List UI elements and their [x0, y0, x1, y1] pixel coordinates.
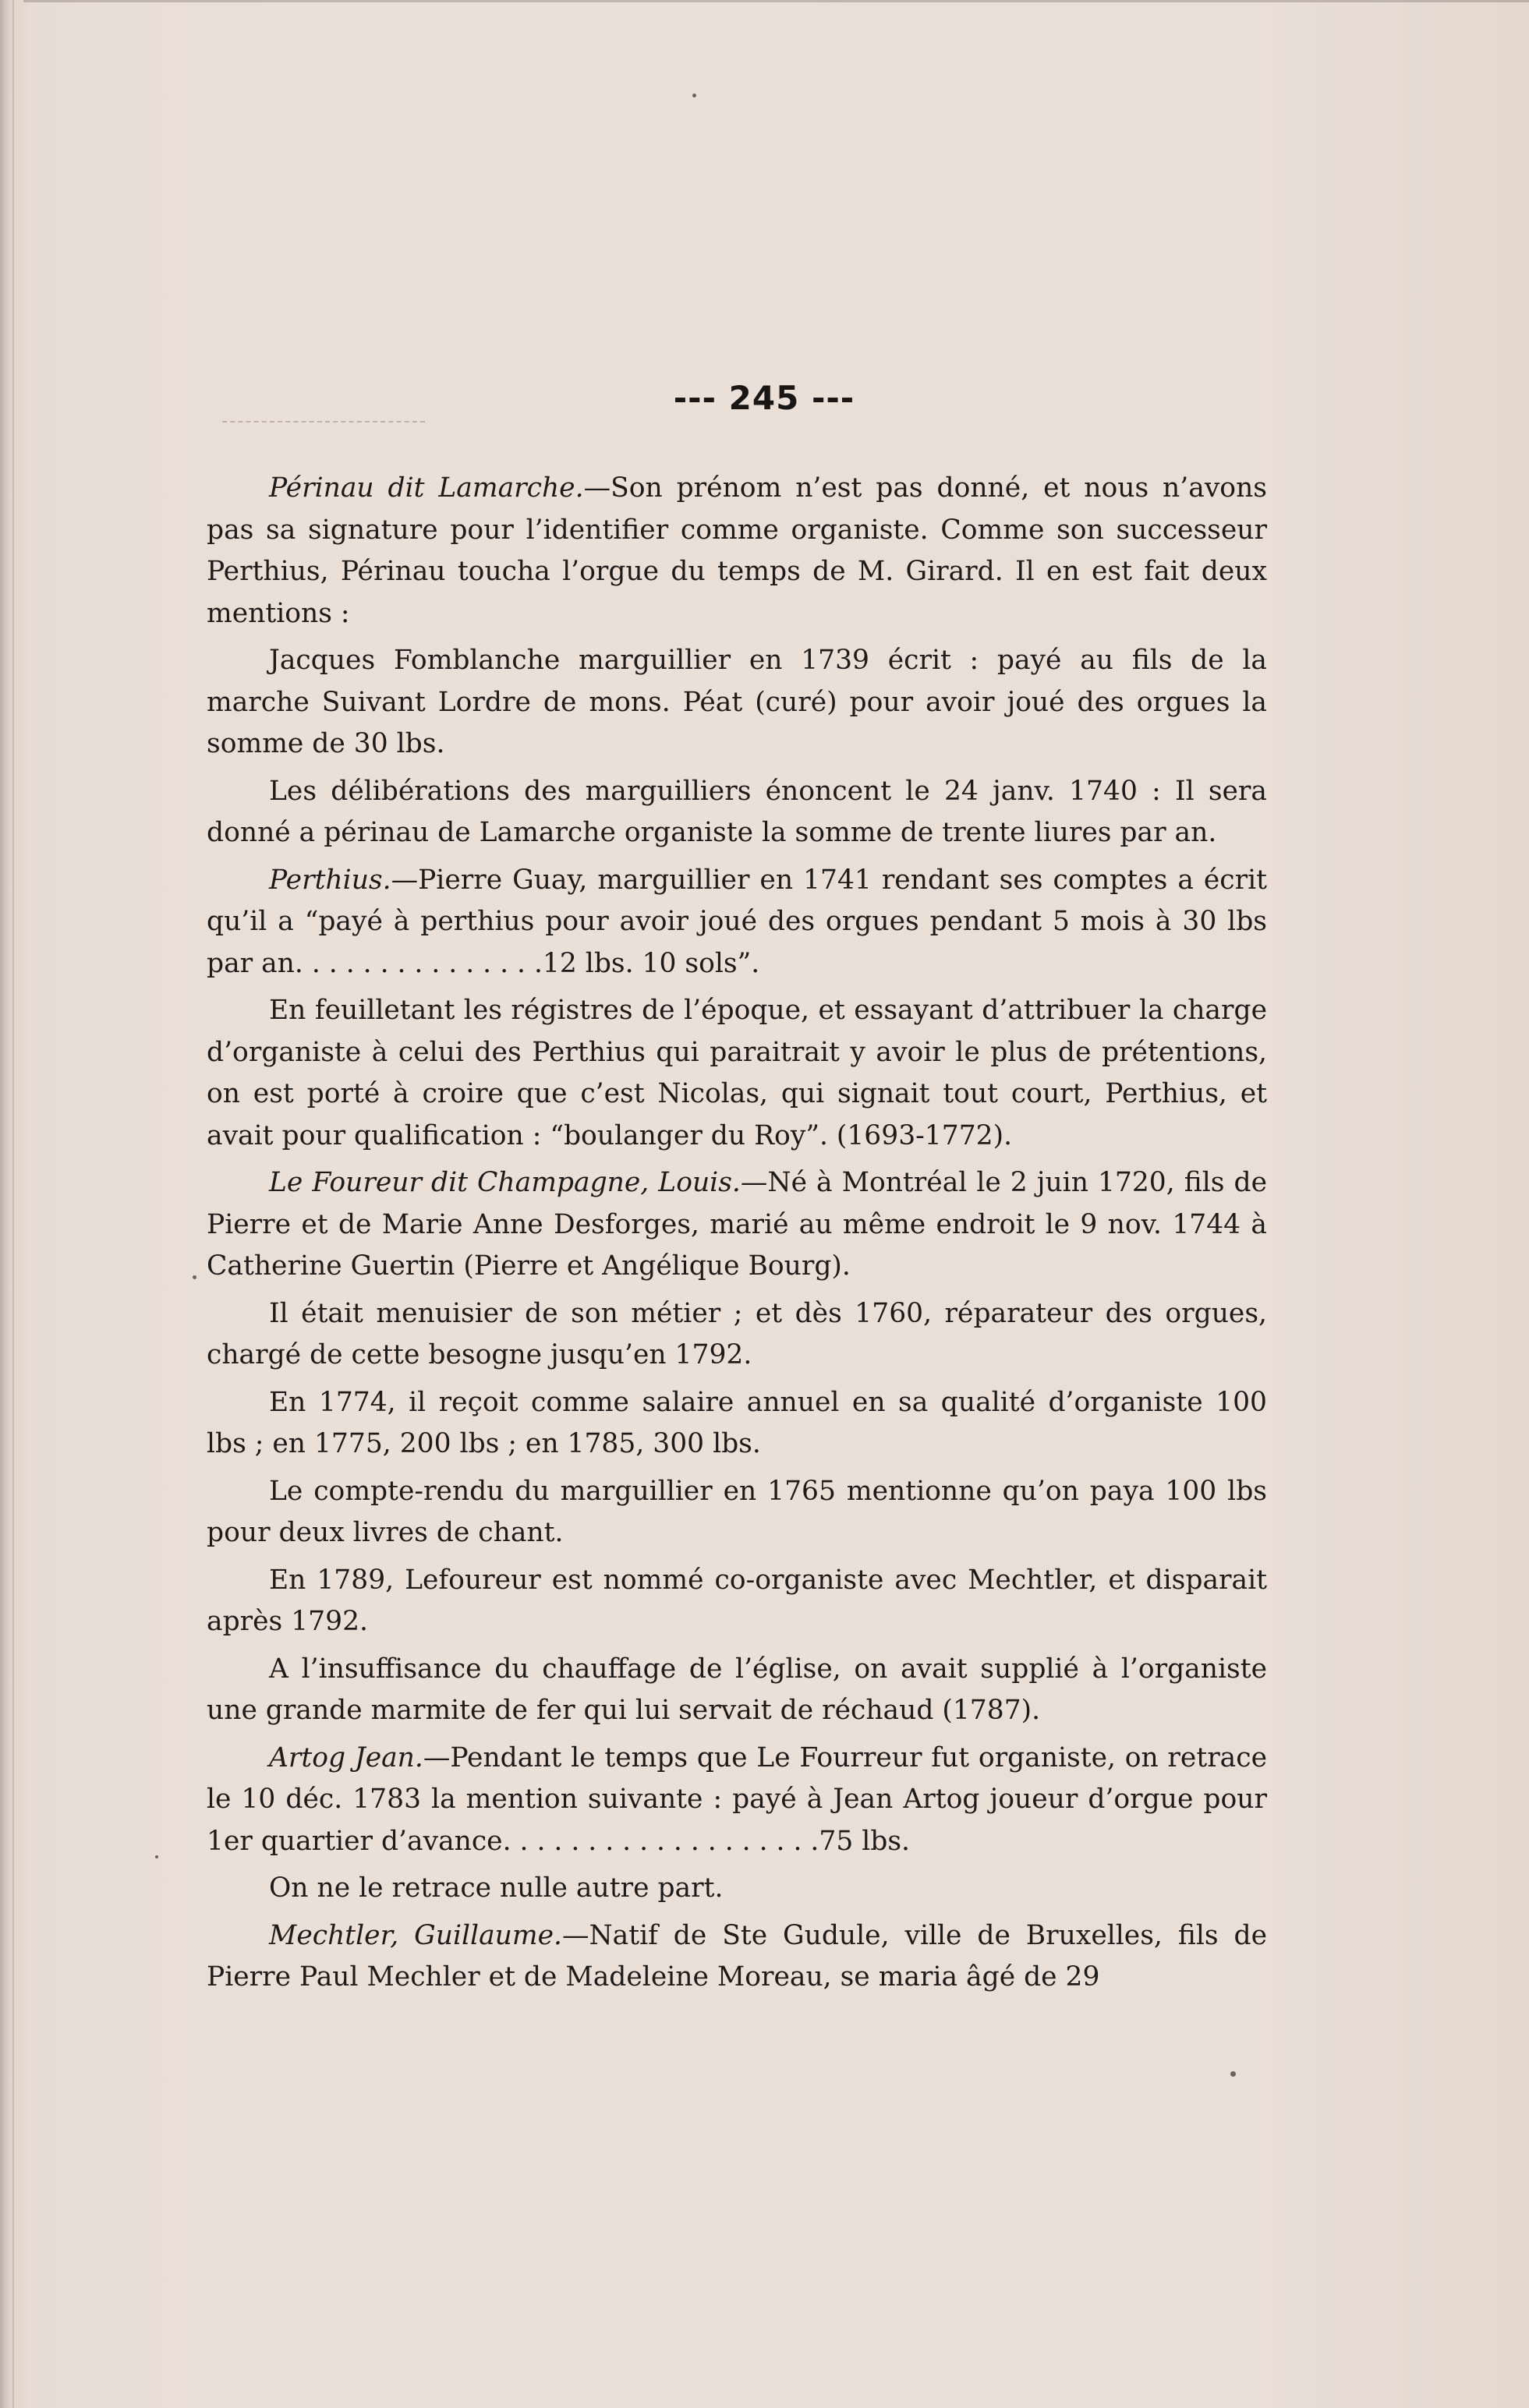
scan-speck	[692, 94, 696, 97]
paragraph	[207, 1162, 1267, 1288]
paragraph-lead: Mechtler, Guillaume.	[269, 1919, 562, 1951]
body-text	[207, 468, 1267, 2004]
paragraph	[207, 640, 1267, 766]
page-left-edge	[0, 0, 11, 2408]
paragraph	[207, 860, 1267, 985]
paragraph-body: En 1774, il reçoit comme salaire annuel en sa qualité d’organiste 100 lbs ; en 1775, 200 lbs ; en 1785, 300 lbs.	[207, 1386, 1267, 1459]
paragraph-lead: Périnau dit Lamarche.	[269, 472, 584, 504]
paragraph-lead: Le Foureur dit Champagne, Louis.	[269, 1167, 741, 1198]
paragraph-body: A l’insuffisance du chauffage de l’église, on avait supplié à l’organiste une grande marmite de fer qui lui servait de réchaud (1787).	[207, 1653, 1267, 1726]
paragraph-lead: Artog Jean.	[269, 1741, 423, 1773]
scan-speck	[193, 1275, 196, 1279]
paragraph	[207, 1471, 1267, 1554]
paragraph-body: —Né à Montréal le 2 juin 1720, fils de Pierre et de Marie Anne Desforges, marié au même endroit le 9 nov. 1744 à Catherine Guertin (Pierre et Angélique Bourg).	[207, 1167, 1268, 1282]
paragraph-lead: Perthius.	[269, 864, 391, 896]
paragraph	[207, 1560, 1267, 1643]
paragraph-body: —Natif de Ste Gudule, ville de Bruxelles, fils de Pierre Paul Mechler et de Madeleine Moreau, se maria âgé de 29	[207, 1919, 1267, 1993]
paragraph	[207, 1868, 1267, 1910]
paragraph	[207, 1915, 1267, 1999]
paragraph	[207, 1738, 1267, 1863]
paragraph	[207, 1649, 1267, 1732]
paragraph	[207, 1382, 1267, 1466]
binding-rule	[12, 0, 14, 2408]
paragraph-body: On ne le retrace nulle autre part.	[269, 1872, 724, 1904]
paragraph-body: —Pierre Guay, marguillier en 1741 rendant ses comptes a écrit qu’il a “payé à perthius pour avoir joué des orgues pendant 5 mois à 30 lbs par an. . . . . . . . . . . . . . .12 lbs. 10 sols”.	[207, 864, 1267, 979]
top-edge-rule	[23, 0, 1529, 2]
paragraph-body: —Pendant le temps que Le Fourreur fut organiste, on retrace le 10 déc. 1783 la mention suivante : payé à Jean Artog joueur d’orgue pour 1er quartier d’avance. . . . . . . . . . . . . . . . . . .75 lbs.	[207, 1741, 1267, 1857]
paragraph-body: Le compte-rendu du marguillier en 1765 mentionne qu’on paya 100 lbs pour deux livres de chant.	[207, 1475, 1267, 1548]
scan-artifact-dash	[222, 421, 425, 424]
paragraph-body: —Son prénom n’est pas donné, et nous n’avons pas sa signature pour l’identifier comme organiste. Comme son successeur Perthius, Périnau toucha l’orgue du temps de M. Girard. Il en est fait deux mentions :	[207, 472, 1268, 629]
paragraph-body: Il était menuisier de son métier ; et dès 1760, réparateur des orgues, chargé de cette besogne jusqu’en 1792.	[207, 1297, 1267, 1370]
paragraph-body: En feuilletant les régistres de l’époque, et essayant d’attribuer la charge d’organiste à celui des Perthius qui paraitrait y avoir le plus de prétentions, on est porté à croire que c’est Nicolas, qui signait tout court, Perthius, et avait pour qualification : “boulanger du Roy”. (1693-1772).	[207, 995, 1267, 1151]
paragraph	[207, 1293, 1267, 1377]
paragraph	[207, 990, 1267, 1157]
paragraph	[207, 771, 1267, 854]
paragraph	[207, 468, 1267, 635]
scan-speck	[155, 1855, 158, 1858]
paragraph-body: En 1789, Lefoureur est nommé co-organiste avec Mechtler, et disparait après 1792.	[207, 1564, 1267, 1637]
paragraph-body: Jacques Fomblanche marguillier en 1739 écrit : payé au fils de la marche Suivant Lordre de mons. Péat (curé) pour avoir joué des orgues la somme de 30 lbs.	[207, 645, 1267, 759]
page-number: --- 245 ---	[673, 379, 855, 417]
scan-speck	[1230, 2071, 1236, 2077]
paragraph-body: Les délibérations des marguilliers énoncent le 24 janv. 1740 : Il sera donné a périnau de Lamarche organiste la somme de trente liures par an.	[207, 775, 1267, 848]
